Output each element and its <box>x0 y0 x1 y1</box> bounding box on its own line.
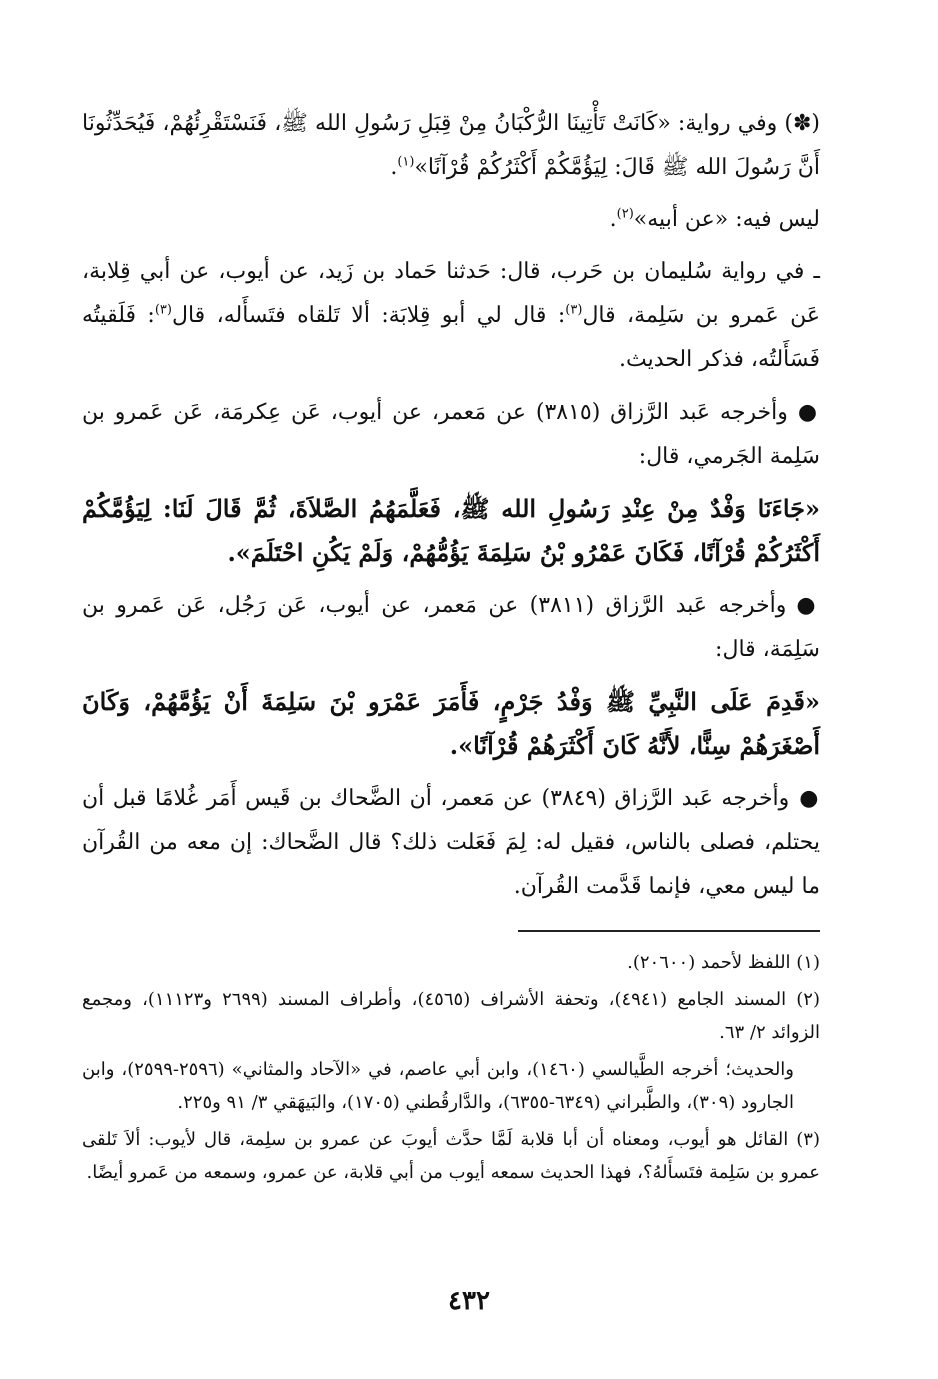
footnote-ref-1: (١) <box>397 154 415 170</box>
hadith-quote-1-text: «جَاءَنَا وَفْدٌ مِنْ عِنْدِ رَسُولِ الله ﷺ، فَعَلَّمَهُمُ الصَّلاَةَ، ثُمَّ قَالَ لَنَا: لِيَؤُمَّكُمْ أَكْثَرُكُمْ قُرْآنًا، فَكَانَ عَمْرُو بْنُ سَلِمَةَ يَؤُمُّهُمْ، وَلَمْ يَكُنِ احْتَلَمَ». <box>82 494 820 567</box>
footnote-ref-2: (٢) <box>616 206 634 222</box>
sulayman-text-1: ـ في رواية سُليمان بن حَرب، قال: حَدثنا حَماد بن زَيد، عن أيوب، عن أبي قِلابة، عَن عَمرو بن سَلِمة، قال <box>82 259 821 328</box>
sulayman-text-3: : فَلَقيتُه فَسَأَلتُه، فذكر الحديث. <box>82 303 820 372</box>
riwaya-end: . <box>390 155 398 180</box>
riwaya-text: (✽) وفي رواية: «كَانَتْ تَأْتِينَا الرُّكْبَانُ مِنْ قِبَلِ رَسُولِ الله ﷺ، فَنَسْتَقْرِئُهُمْ، فَيُحَدِّثُونَا أَنَّ رَسُولَ الله ﷺ قَالَ: لِيَؤُمَّكُمْ أَكْثَرُكُمْ قُرْآنًا» <box>82 111 820 180</box>
sulayman-text-2: : قال لي أبو قِلابَة: ألا تَلقاه فتَسأَله، قال <box>171 303 566 328</box>
bullet-icon: ● <box>796 592 820 618</box>
sulayman-paragraph <box>82 250 820 382</box>
hadith-quote-2-text: «قَدِمَ عَلَى النَّبِيِّ ﷺ وَفْدُ جَرْمٍ، فَأَمَرَ عَمْرَو بْنَ سَلِمَةَ أَنْ يَؤُمَّهُمْ، وَكَانَ أَصْغَرَهُمْ سِنًّا، لأَنَّهُ كَانَ أَكْثَرَهُمْ قُرْآنًا». <box>82 687 820 760</box>
footnotes <box>82 946 820 1193</box>
footnote-divider <box>518 930 820 932</box>
page-number: ٤٣٢ <box>448 1286 490 1316</box>
bullet-icon: ● <box>799 785 820 811</box>
laysa-fihi-text: ليس فيه: «عن أبيه» <box>633 207 820 232</box>
abdurrazzaq-3815-text: وأخرجه عَبد الرَّزاق (٣٨١٥) عن مَعمر، عن أيوب، عَن عِكرمَة، عَن عَمرو بن سَلِمة الجَرمي، قال: <box>82 400 820 469</box>
abdurrazzaq-3815-paragraph <box>82 390 820 479</box>
riwaya-paragraph <box>82 102 820 190</box>
hadith-quote-2 <box>82 680 820 768</box>
abdurrazzaq-3849-text: وأخرجه عَبد الرَّزاق (٣٨٤٩) عن مَعمر، أن الضَّحاك بن قَيس أَمَر غُلامًا قبل أن يحتلم، فصلى بالناس، فقيل له: لِمَ فَعَلت ذلك؟ قال الضَّحاك: إن معه من القُرآن ما ليس معي، فإنما قَدَّمت القُرآن. <box>82 786 820 899</box>
abdurrazzaq-3811-paragraph <box>82 583 820 672</box>
abdurrazzaq-3849-paragraph <box>82 776 820 909</box>
footnote-2: (٢) المسند الجامع (٤٩٤١)، وتحفة الأشراف (٤٥٦٥)، وأطراف المسند (٢٦٩٩ و١١١٢٣)، ومجمع الزوائد ٢/ ٦٣. <box>82 989 820 1043</box>
hadith-quote-1 <box>82 487 820 575</box>
footnote-ref-3b: (٣) <box>154 302 172 318</box>
laysa-fihi-paragraph <box>82 198 820 242</box>
abdurrazzaq-3811-text: وأخرجه عَبد الرَّزاق (٣٨١١) عن مَعمر، عن أيوب، عَن رَجُل، عَن عَمرو بن سَلِمَة، قال: <box>82 593 820 662</box>
main-text <box>82 102 820 917</box>
footnote-3: (٣) القائل هو أيوب، ومعناه أن أبا قلابة لَمَّا حدَّث أيوبَ عن عمرو بن سلِمة، قال لأيوب: ألاَ تَلقى عمرو بن سَلِمة فتَسأَلهُ؟، فهذا الحديث سمعه أيوب من أبي قلابة، عن عمرو، وسمعه من عَمرو أيضًا. <box>82 1129 820 1183</box>
laysa-fihi-end: . <box>609 207 617 232</box>
bullet-icon: ● <box>797 399 820 425</box>
footnote-1: (١) اللفظ لأحمد (٢٠٦٠٠). <box>627 952 820 973</box>
footnote-2-continuation: والحديث؛ أخرجه الطَّيالسي (١٤٦٠)، وابن أبي عاصم، في «الآحاد والمثاني» (٢٥٩٦-٢٥٩٩)، وابن الجارود (٣٠٩)، والطَّبراني (٦٣٤٩-٦٣٥٥)، والدَّارقُطني (١٧٠٥)، والبَيهَقي ٣/ ٩١ و٢٢٥. <box>82 1059 794 1113</box>
footnote-ref-3a: (٣) <box>565 302 583 318</box>
